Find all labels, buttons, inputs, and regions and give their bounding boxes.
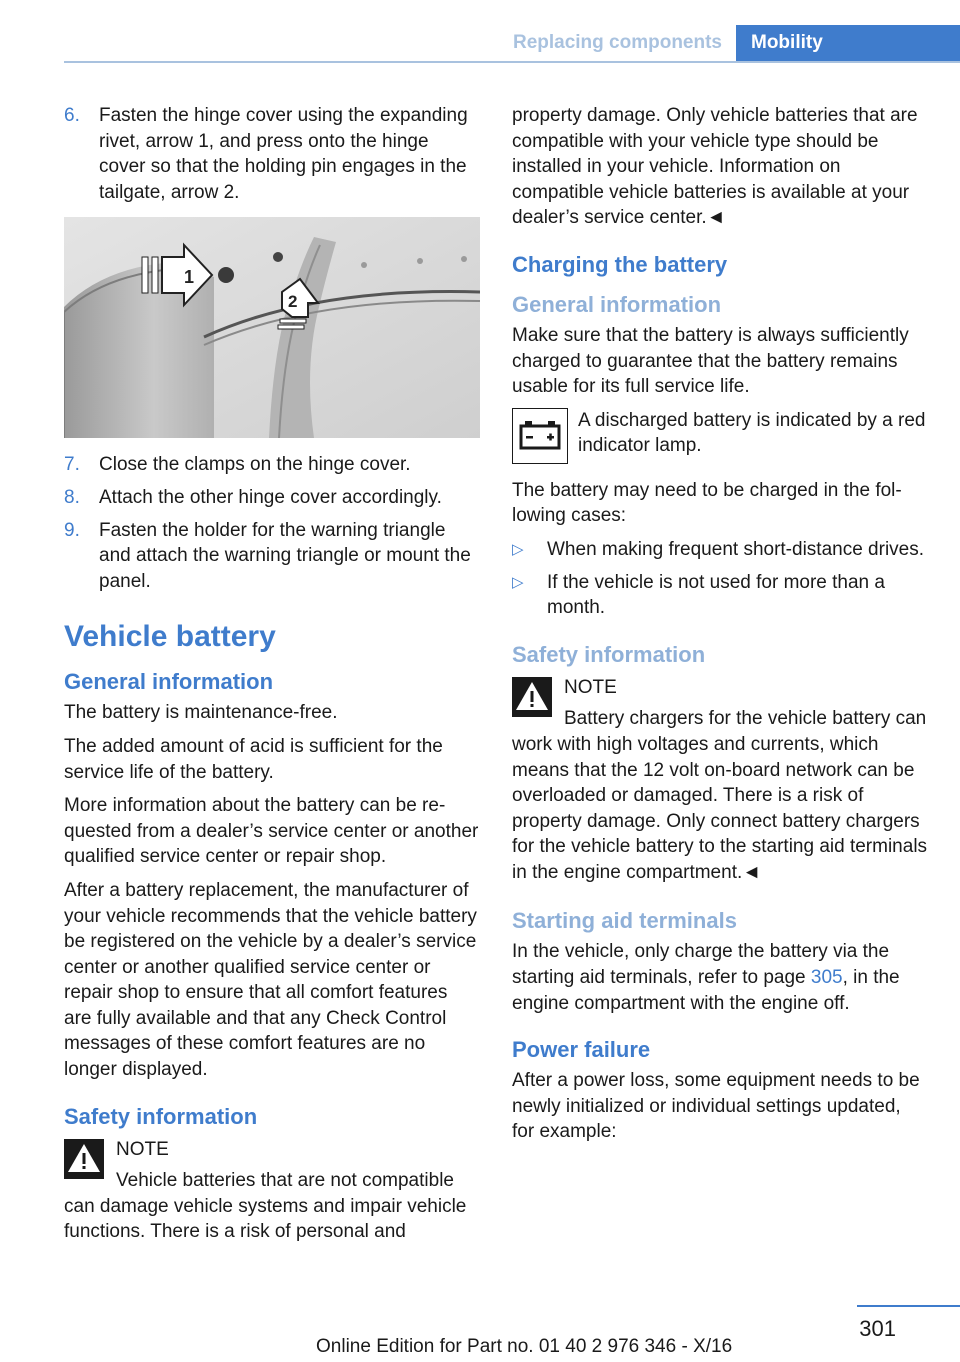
arrow-1-label: 1	[184, 267, 195, 288]
general-information-heading: General information	[512, 291, 722, 317]
list-item-text: When making frequent short-distance drives.	[547, 538, 925, 560]
battery-indicator-icon	[512, 408, 568, 464]
paragraph: The battery is maintenance-free.	[64, 702, 338, 724]
terminals-text-before: In the vehicle, only charge the battery via the starting aid terminals, refer to page	[512, 941, 890, 989]
step-text: Fasten the hinge cover using the expanding rivet, arrow 1, and press onto the hinge cover so that the holding pin engages in the tailgate, arrow 2.	[99, 105, 468, 203]
list-item	[512, 570, 928, 621]
charging-battery-heading: Charging the battery	[512, 251, 728, 277]
paragraph: After a power loss, some equipment needs to be newly initialized or individual settings updated, for example:	[512, 1070, 920, 1143]
lamp-text: A discharged battery is indicated by a red indicator lamp.	[578, 409, 926, 457]
terminals-paragraph	[512, 939, 928, 1016]
paragraph: The battery may need to be charged in the following cases:	[512, 479, 902, 527]
left-column	[64, 103, 480, 1253]
bullet-triangle-icon: ▷	[512, 573, 524, 591]
safety-information-heading: Safety information	[512, 641, 706, 667]
paragraph: After a battery replacement, the manufacturer of your vehicle recommends that the vehicle battery be registered on the vehicle by a dealer’s service center or another qualified service center or repair shop to ensure that all comfort features are fully available and that any Check Control messages of these comfort features are no longer displayed.	[64, 879, 477, 1081]
page-number: 301	[859, 1316, 896, 1341]
bullet-triangle-icon: ▷	[512, 540, 524, 558]
list-item-text: If the vehicle is not used for more than a month.	[547, 571, 885, 619]
steps-list-b	[64, 452, 480, 594]
paragraph: property damage. Only vehicle batteries that are compatible with your vehicle type should be installed in your vehicle. Information on compatible vehicle batteries is available at your dealer’s service center.◄	[512, 105, 918, 229]
step-item	[64, 518, 480, 595]
hinge-cover-figure	[64, 217, 480, 438]
battery-lamp-note	[512, 408, 928, 468]
warning-note	[512, 675, 928, 886]
page-header	[64, 0, 960, 62]
note-title: NOTE	[564, 676, 617, 698]
vehicle-battery-heading: Vehicle battery	[64, 620, 276, 654]
step-item	[64, 485, 480, 511]
terminals-text-after: , in the engine compartment with the engine off.	[512, 967, 900, 1014]
general-information-heading: General information	[64, 669, 274, 695]
footer-rule	[857, 1305, 960, 1307]
warning-triangle-icon	[512, 677, 552, 717]
step-item	[64, 103, 480, 205]
step-item	[64, 452, 480, 478]
paragraph: More information about the battery can be requested from a dealer’s service center or another qualified service center or repair shop.	[64, 795, 479, 868]
warning-note	[64, 1137, 480, 1245]
step-number: 9.	[64, 519, 80, 541]
note-text: Vehicle batteries that are not compatible can damage vehicle systems and impair vehicle functions. There is a risk of personal and	[64, 1170, 467, 1243]
cases-list	[512, 537, 928, 621]
edition-note: Online Edition for Part no. 01 40 2 976 346 - X/16	[316, 1336, 733, 1357]
step-number: 7.	[64, 454, 80, 476]
list-item	[512, 537, 928, 563]
header-section-title: Replacing components	[512, 32, 722, 53]
step-text: Attach the other hinge cover accordingly.	[99, 486, 442, 508]
right-column	[512, 103, 928, 1153]
header-rule	[64, 61, 960, 63]
paragraph: Make sure that the battery is always sufficiently charged to guarantee that the battery remains usable for its full service life.	[512, 324, 909, 398]
note-text: Battery chargers for the vehicle battery can work with high voltages and currents, which means that the 12 volt on-board network can be overloaded or damaged. There is a risk of property damage. Only connect battery chargers for the vehicle battery to the starting aid terminals in the engine compartment.◄	[512, 708, 928, 883]
header-chapter-tab: Mobility	[736, 25, 960, 61]
starting-aid-terminals-heading: Starting aid terminals	[512, 908, 737, 934]
steps-list-a	[64, 103, 480, 205]
arrow-2-label: 2	[288, 292, 298, 312]
power-failure-heading: Power failure	[512, 1037, 651, 1063]
step-number: 8.	[64, 486, 80, 508]
note-title: NOTE	[116, 1138, 169, 1160]
warning-triangle-icon	[64, 1139, 104, 1179]
safety-information-heading: Safety information	[64, 1103, 258, 1129]
step-number: 6.	[64, 105, 80, 126]
page-reference-link[interactable]: 305	[810, 967, 843, 989]
step-text: Fasten the holder for the warning triangle and attach the warning triangle or mount the panel.	[99, 519, 471, 592]
paragraph: The added amount of acid is sufficient for the service life of the battery.	[64, 735, 443, 783]
step-text: Close the clamps on the hinge cover.	[99, 454, 411, 476]
